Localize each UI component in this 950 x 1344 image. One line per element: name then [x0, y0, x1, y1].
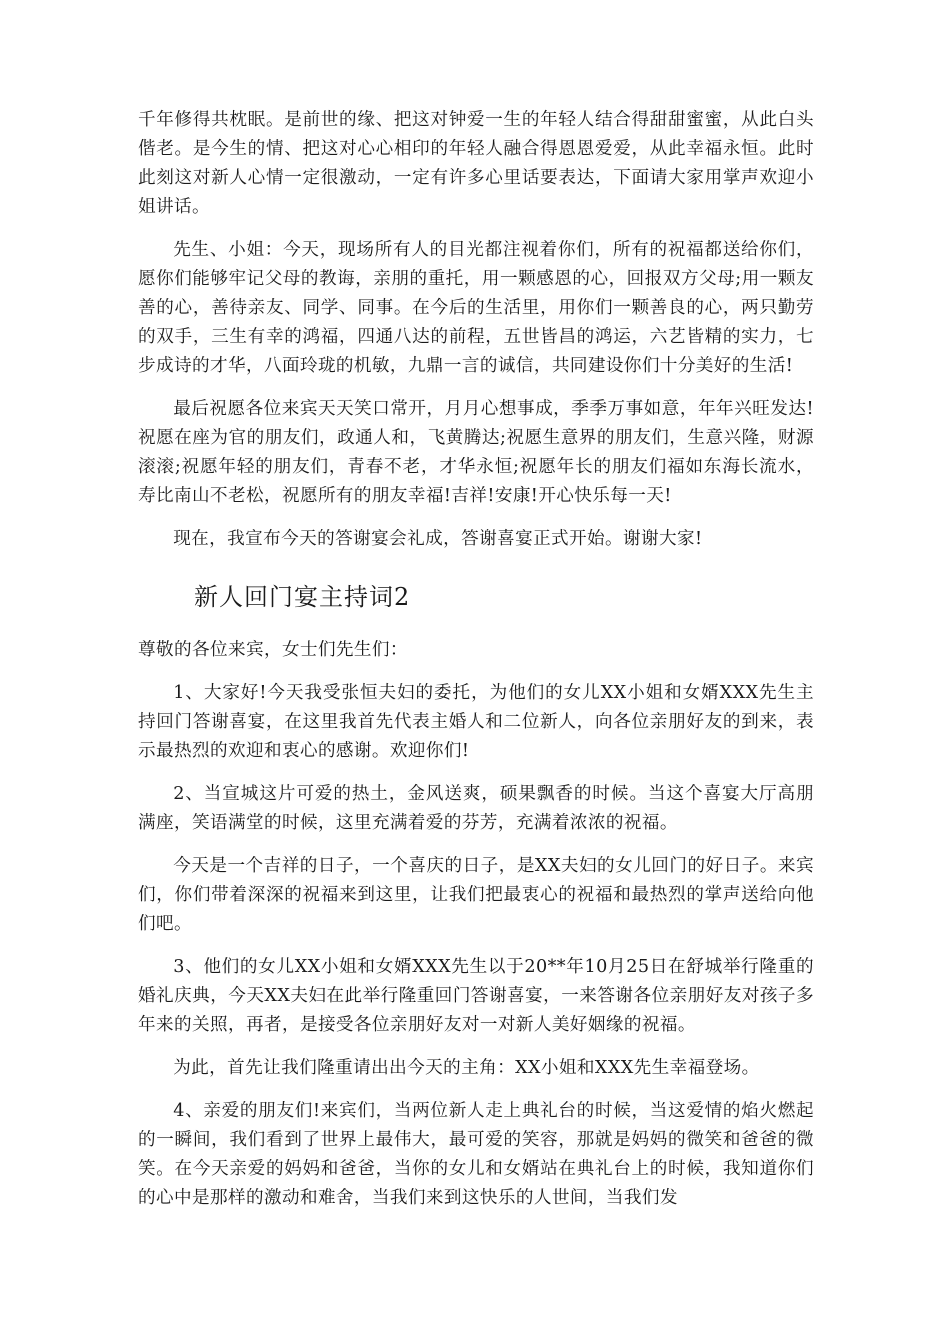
paragraph-blessing-guests: 最后祝愿各位来宾天天笑口常开，月月心想事成，季季万事如意，年年兴旺发达!祝愿在座为官的朋友们，政通人和，飞黄腾达;祝愿生意界的朋友们，生意兴隆，财源滚滚;祝愿年轻的朋友们，青春不老，才华永恒;祝愿年长的朋友们福如东海长流水，寿比南山不老松，祝愿所有的朋友幸福!吉祥!安康!开心快乐每一天! — [138, 399, 814, 506]
paragraph-continued: 千年修得共枕眠。是前世的缘、把这对钟爱一生的年轻人结合得甜甜蜜蜜，从此白头偕老。是今生的情、把这对心心相印的年轻人融合得恩恩爱爱，从此幸福永恒。此时此刻这对新人心情一定很激动，一定有许多心里话要表达，下面请大家用掌声欢迎小姐讲话。 — [138, 110, 814, 217]
paragraph-today: 今天是一个吉祥的日子，一个喜庆的日子，是XX夫妇的女儿回门的好日子。来宾们，你们带着深深的祝福来到这里，让我们把最衷心的祝福和最热烈的掌声送给向他们吧。 — [138, 856, 814, 934]
salutation: 尊敬的各位来宾，女士们先生们： — [138, 640, 408, 660]
document-body — [138, 106, 814, 1213]
section-heading: 新人回门宴主持词2 — [194, 583, 411, 611]
paragraph-blessing-couple: 先生、小姐：今天，现场所有人的目光都注视着你们，所有的祝福都送给你们，愿你们能够牢记父母的教诲，亲朋的重托，用一颗感恩的心，回报双方父母;用一颗友善的心，善待亲友、同学、同事。在今后的生活里，用你们一颗善良的心，两只勤劳的双手，三生有幸的鸿福，四通八达的前程，五世皆昌的鸿运，六艺皆精的实力，七步成诗的才华，八面玲珑的机敏，九鼎一言的诚信，共同建设你们十分美好的生活! — [138, 240, 814, 376]
paragraph-item-4: 4、亲爱的朋友们!来宾们，当两位新人走上典礼台的时候，当这爱情的焰火燃起的一瞬间，我们看到了世界上最伟大，最可爱的笑容，那就是妈妈的微笑和爸爸的微笑。在今天亲爱的妈妈和爸爸，当你的女儿和女婿站在典礼台上的时候，我知道你们的心中是那样的激动和难舍，当我们来到这快乐的人世间，当我们发 — [138, 1101, 814, 1208]
paragraph-entrance: 为此，首先让我们隆重请出出今天的主角：XX小姐和XXX先生幸福登场。 — [173, 1058, 760, 1078]
paragraph-item-1: 1、大家好!今天我受张恒夫妇的委托，为他们的女儿XX小姐和女婿XXX先生主持回门答谢喜宴，在这里我首先代表主婚人和二位新人，向各位亲朋好友的到来，表示最热烈的欢迎和衷心的感谢。欢迎你们! — [138, 683, 814, 761]
paragraph-item-2: 2、当宣城这片可爱的热土，金风送爽，硕果飘香的时候。当这个喜宴大厅高朋满座，笑语满堂的时候，这里充满着爱的芬芳，充满着浓浓的祝福。 — [138, 784, 814, 833]
paragraph-announcement: 现在，我宣布今天的答谢宴会礼成，答谢喜宴正式开始。谢谢大家! — [173, 529, 703, 549]
paragraph-item-3: 3、他们的女儿XX小姐和女婿XXX先生以于20**年10月25日在舒城举行隆重的婚礼庆典，今天XX夫妇在此举行隆重回门答谢喜宴，一来答谢各位亲朋好友对孩子多年来的关照，再者，是接受各位亲朋好友对一对新人美好姻缘的祝福。 — [138, 957, 814, 1035]
